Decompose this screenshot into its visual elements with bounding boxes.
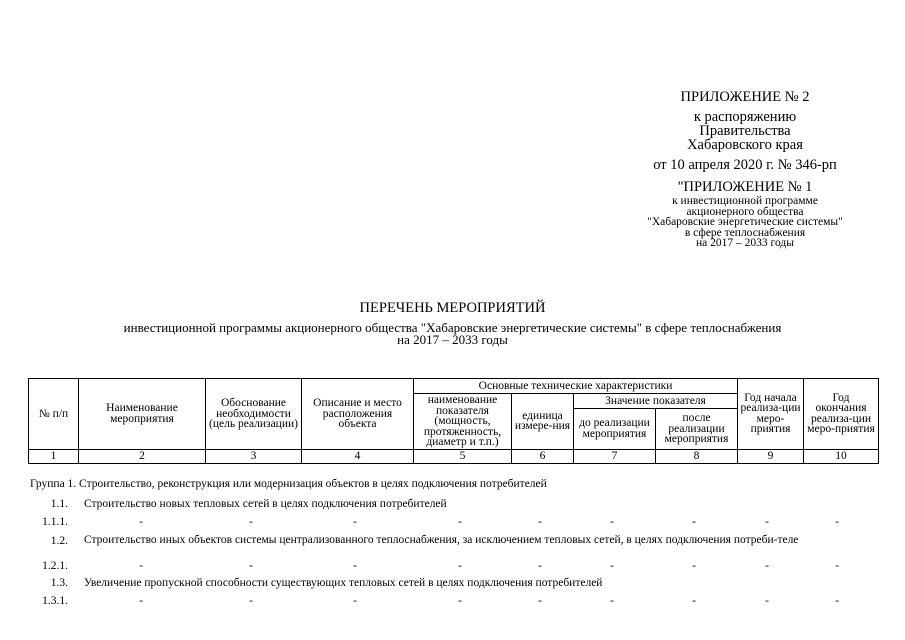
page-subtitle-line2: на 2017 – 2033 годы (397, 332, 508, 347)
cell-dash: - (458, 516, 462, 528)
col-number: 7 (574, 449, 656, 463)
sub-appendix-line4: в сфере теплоснабжения (684, 226, 806, 239)
cell-dash: - (139, 595, 143, 607)
row-text: Строительство иных объектов системы централизованного теплоснабжения, за исключением тепловых сетей, в целях подключения потреби-теле (84, 534, 799, 546)
appendix-title: ПРИЛОЖЕНИЕ № 2 (680, 89, 810, 105)
appendix-line3: Хабаровского края (687, 137, 803, 153)
appendix-line2: Правительства (699, 123, 791, 139)
appendix-date: от 10 апреля 2020 г. № 346-рп (653, 157, 837, 173)
header-value: Значение показателя (574, 394, 738, 409)
column-number-row (29, 449, 879, 463)
cell-dash: - (139, 516, 143, 528)
col-number: 8 (656, 449, 738, 463)
cell-dash: - (353, 560, 357, 572)
page-subtitle (20, 322, 885, 346)
col-number: 9 (738, 449, 804, 463)
col-number: 4 (302, 449, 414, 463)
header-name: Наименование мероприятия (79, 379, 206, 450)
row-number: 1.2. (50, 535, 68, 547)
cell-dash: - (249, 516, 253, 528)
sub-appendix-line1: к инвестиционной программе (672, 195, 818, 207)
header-before: до реализации мероприятия (574, 409, 656, 449)
header-description: Описание и место расположения объекта (302, 379, 414, 450)
table-row (28, 534, 878, 560)
sub-appendix-title: "ПРИЛОЖЕНИЕ № 1 (677, 179, 813, 195)
header-indicator: наименование показателя (мощность, протяженность, диаметр и т.п.) (414, 394, 512, 450)
cell-dash: - (538, 516, 542, 528)
table-body (28, 478, 878, 611)
cell-dash: - (610, 595, 614, 607)
header-basis: Обоснование необходимости (цель реализации) (206, 379, 302, 450)
row-text: Увеличение пропускной способности существующих тепловых сетей в целях подключения потребителей (84, 577, 603, 589)
cell-dash: - (538, 560, 542, 572)
cell-dash: - (692, 560, 696, 572)
appendix-line1: к распоряжению (693, 109, 797, 125)
page-title: ПЕРЕЧЕНЬ МЕРОПРИЯТИЙ (359, 300, 546, 316)
header-tech-characteristics: Основные технические характеристики (414, 379, 738, 394)
header-end-year: Год окончания реализа-ции меро-приятия (804, 379, 879, 450)
cell-dash: - (249, 595, 253, 607)
appendix-block (640, 90, 850, 249)
header-after: после реализации мероприятия (656, 409, 738, 449)
cell-dash: - (835, 516, 839, 528)
table-row (28, 560, 878, 577)
sub-appendix-line5: на 2017 – 2033 годы (696, 237, 794, 249)
cell-dash: - (353, 595, 357, 607)
group-row (28, 478, 878, 498)
col-number: 5 (414, 449, 512, 463)
group-title: Группа 1. Строительство, реконструкция или модернизация объектов в целях подключения потребителей (30, 478, 547, 490)
cell-dash: - (353, 516, 357, 528)
page-subtitle-line1: инвестиционной программы акционерного общества "Хабаровские энергетические системы" в сфере теплоснабжения (123, 320, 782, 335)
header-num: № п/п (29, 379, 79, 450)
table-row (28, 516, 878, 534)
table-row (28, 595, 878, 611)
sub-appendix-line3: "Хабаровские энергетические системы" (647, 216, 843, 228)
cell-dash: - (458, 560, 462, 572)
cell-dash: - (765, 595, 769, 607)
table-row (28, 577, 878, 595)
row-number: 1.1.1. (42, 516, 68, 528)
cell-dash: - (835, 560, 839, 572)
header-start-year: Год начала реализа-ции меро-приятия (738, 379, 804, 450)
cell-dash: - (692, 595, 696, 607)
cell-dash: - (610, 516, 614, 528)
col-number: 2 (79, 449, 206, 463)
row-text: Строительство новых тепловых сетей в целях подключения потребителей (84, 498, 447, 510)
col-number: 3 (206, 449, 302, 463)
row-number: 1.3. (50, 577, 68, 589)
col-number: 1 (29, 449, 79, 463)
col-number: 6 (512, 449, 574, 463)
cell-dash: - (458, 595, 462, 607)
row-number: 1.1. (50, 498, 68, 510)
table-row (28, 498, 878, 516)
cell-dash: - (538, 595, 542, 607)
cell-dash: - (610, 560, 614, 572)
row-number: 1.2.1. (42, 560, 68, 572)
cell-dash: - (765, 560, 769, 572)
measures-table (28, 378, 879, 464)
row-number: 1.3.1. (42, 595, 68, 607)
cell-dash: - (249, 560, 253, 572)
cell-dash: - (835, 595, 839, 607)
cell-dash: - (765, 516, 769, 528)
header-unit: единица измере-ния (512, 394, 574, 450)
col-number: 10 (804, 449, 879, 463)
cell-dash: - (139, 560, 143, 572)
sub-appendix-line2: акционерного общества (686, 205, 804, 218)
cell-dash: - (692, 516, 696, 528)
